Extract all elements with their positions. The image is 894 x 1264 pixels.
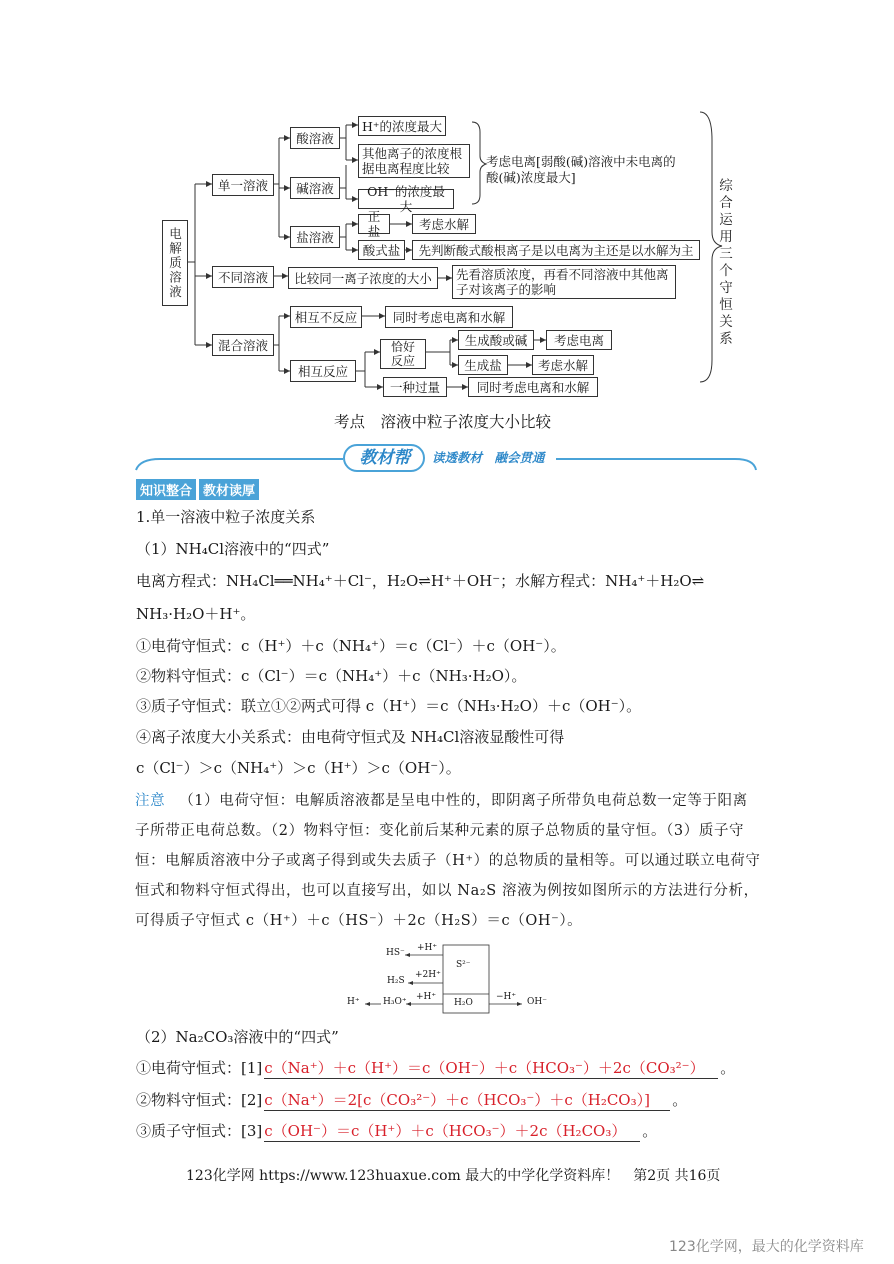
heading-1: 1.单一溶液中粒子浓度关系 (136, 508, 316, 526)
root-box: 电解质溶液 (162, 220, 188, 306)
period-1: 。 (720, 1059, 736, 1077)
acid-salt-note-box: 先判断酸式酸根离子是以电离为主还是以水解为主 (412, 240, 700, 260)
na2co3-line-2 (136, 1090, 687, 1111)
mixed-solution-box: 混合溶液 (212, 334, 274, 356)
fig-m1: −H⁺ (496, 992, 517, 1002)
consider-hyd-box: 考虑水解 (532, 355, 594, 375)
fig-p1: +H⁺ (417, 943, 438, 953)
equation-line: 电离方程式：NH₄Cl══NH₄⁺＋Cl⁻，H₂O⇌H⁺＋OH⁻；水解方程式：NH₄⁺＋H₂O⇌ (136, 572, 705, 590)
exact-box: 恰好反应 (380, 339, 426, 369)
note-text: （1）电荷守恒：电解质溶液都是呈电中性的，即阴离子所带负电荷总数一定等于阳离子所带正电荷总数。（2）物料守恒：变化前后某种元素的原子总物质的量守恒。（3）质子守恒：电解质溶液中分子或离子得到或失去质子（H⁺）的总物质的量相等。可以通过联立电荷守恒式和物料守恒式得出，也可以直接写出，如以 Na₂S 溶液为例按如图所示的方法进行分析，可得质子守恒式 c（H⁺）＋c（HS⁻）＋2c（H₂S）＝c（OH⁻）。 (135, 793, 761, 929)
fig-oh: OH⁻ (527, 997, 547, 1007)
excess-box: 一种过量 (383, 377, 447, 397)
footer: 123化学网 https://www.123huaxue.com 最大的中学化学资料库！ 第2页 共16页 (186, 1168, 721, 1184)
period-3: 。 (642, 1122, 658, 1140)
fig-p2: +2H⁺ (415, 970, 441, 980)
banner-sub: 读透教材 融会贯通 (432, 450, 545, 465)
side-label: 综合运用三个守恒关系 (719, 178, 733, 347)
banner-main: 教材帮 (359, 448, 411, 468)
answer-1: c（Na⁺）＋c（H⁺）＝c（OH⁻）＋c（HCO₃⁻）＋2c（CO₃²⁻） (264, 1059, 718, 1079)
na2co3-line-3 (136, 1121, 657, 1142)
label-2: ②物料守恒式：[2] (136, 1091, 263, 1109)
h-max-box: H⁺的浓度最大 (358, 116, 446, 136)
equation-line-2: NH₃·H₂O＋H⁺。 (136, 605, 256, 623)
consider-ion-box: 考虑电离 (546, 330, 612, 350)
label-1: ①电荷守恒式：[1] (136, 1059, 263, 1077)
concentration-order-2: c（Cl⁻）＞c（NH₄⁺）＞c（H⁺）＞c（OH⁻）。 (136, 759, 461, 777)
note-label: 注意 (135, 793, 166, 809)
na2co3-line-1 (136, 1058, 735, 1079)
fig-p3: +H⁺ (416, 992, 437, 1002)
proton-balance: ③质子守恒式：联立①②两式可得 c（H⁺）＝c（NH₃·H₂O）＋c（OH⁻）。 (136, 697, 642, 715)
material-balance: ②物料守恒式：c（Cl⁻）＝c（NH₄⁺）＋c（NH₃·H₂O）。 (136, 667, 527, 685)
gen-acid-box: 生成酸或碱 (458, 330, 534, 350)
na2co3-heading: （2）Na₂CO₃溶液中的“四式” (136, 1028, 339, 1046)
both-box-2: 同时考虑电离和水解 (468, 377, 598, 397)
normal-salt-box: 正盐 (358, 214, 390, 234)
concentration-order: ④离子浓度大小关系式：由电荷守恒式及 NH₄Cl溶液显酸性可得 (136, 728, 565, 746)
fig-h2o: H₂O (454, 998, 473, 1008)
no-react-box: 相互不反应 (290, 306, 362, 328)
different-solution-box: 不同溶液 (212, 266, 274, 288)
hydrolysis-box: 考虑水解 (412, 214, 476, 234)
acid-salt-box: 酸式盐 (358, 240, 405, 260)
fig-h3o: H₃O⁺ (383, 997, 407, 1007)
oh-max-box: OH⁻的浓度最大 (358, 189, 454, 209)
answer-3: c（OH⁻）＝c（H⁺）＋c（HCO₃⁻）＋2c（H₂CO₃） (264, 1122, 640, 1142)
answer-2: c（Na⁺）＝2[c（CO₃²⁻）＋c（HCO₃⁻）＋c（H₂CO₃）] (264, 1091, 670, 1111)
fig-hs: HS⁻ (386, 948, 405, 958)
heading-2: （1）NH₄Cl溶液中的“四式” (136, 540, 330, 558)
single-solution-box: 单一溶液 (212, 174, 274, 196)
fig-h2s: H₂S (387, 976, 405, 986)
both-box-1: 同时考虑电离和水解 (385, 306, 513, 328)
label-3: ③质子守恒式：[3] (136, 1122, 263, 1140)
compare-same-box: 比较同一离子浓度的大小 (288, 267, 438, 289)
base-box: 碱溶液 (290, 177, 340, 199)
react-box: 相互反应 (290, 360, 356, 382)
charge-balance: ①电荷守恒式：c（H⁺）＋c（NH₄⁺）＝c（Cl⁻）＋c（OH⁻）。 (136, 637, 566, 655)
section-title: 考点 溶液中粒子浓度大小比较 (334, 413, 552, 431)
other-ions-box: 其他离子的浓度根据电离程度比较 (358, 144, 470, 178)
watermark: 123化学网，最大的化学资料库 (669, 1239, 864, 1255)
fig-s2: S²⁻ (456, 960, 471, 970)
ionization-note: 考虑电离[弱酸(碱)溶液中未电离的酸(碱)浓度最大] (486, 154, 676, 185)
tag-knowledge: 知识整合 (136, 479, 196, 500)
acid-box: 酸溶液 (290, 127, 340, 149)
tag-textbook: 教材读厚 (199, 479, 259, 500)
compare-note-box: 先看溶质浓度，再看不同溶液中其他离子对该离子的影响 (452, 265, 676, 299)
salt-box: 盐溶液 (290, 226, 340, 248)
period-2: 。 (672, 1091, 688, 1109)
fig-h: H⁺ (347, 997, 360, 1007)
gen-salt-box: 生成盐 (458, 355, 508, 375)
